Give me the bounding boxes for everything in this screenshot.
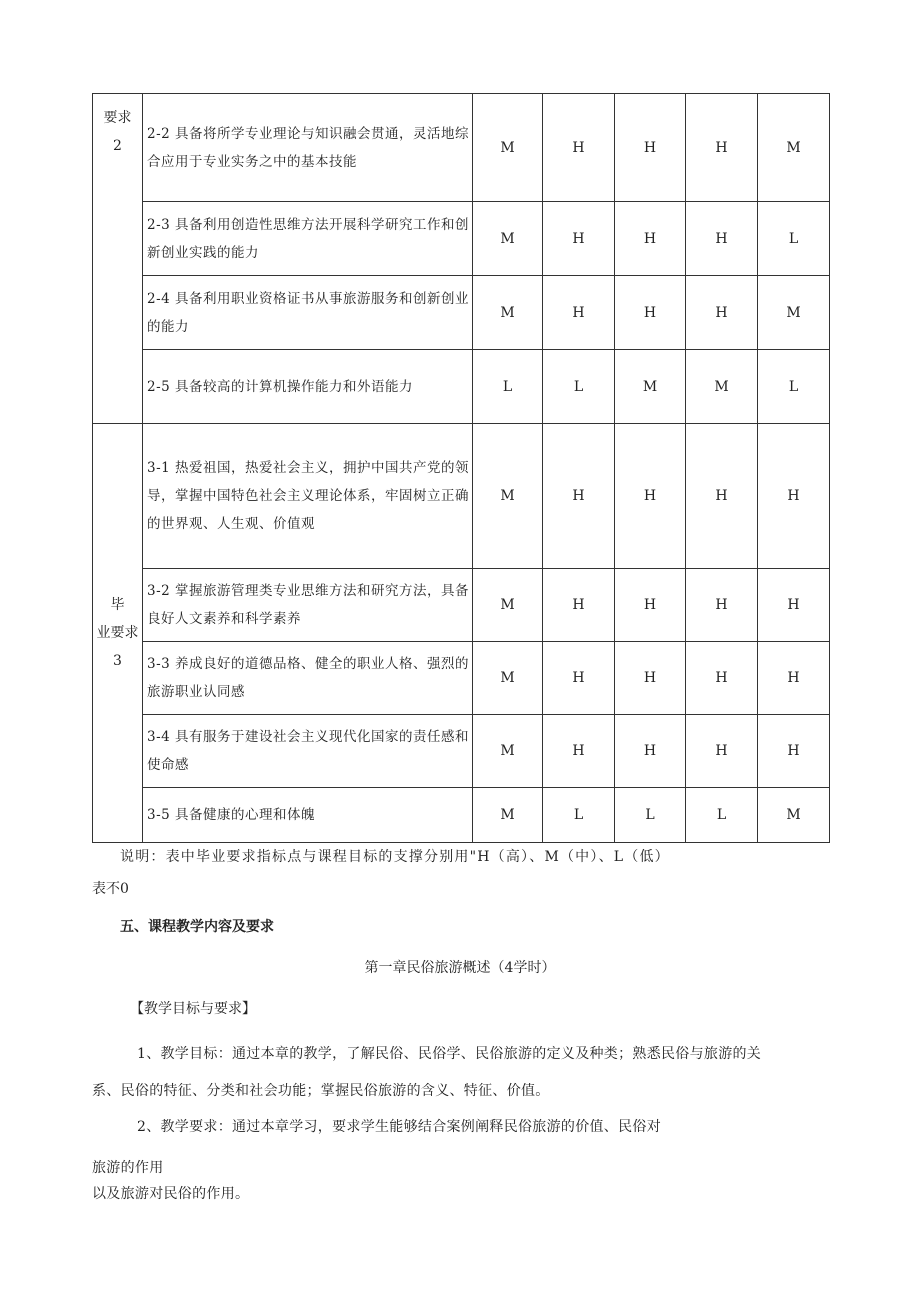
bracket-heading: 【教学目标与要求】 <box>130 1001 256 1017</box>
level-cell: H <box>758 715 830 788</box>
requirement-text: 2-4 具备利用职业资格证书从事旅游服务和创新创业的能力 <box>143 276 473 350</box>
level-cell: M <box>473 569 543 642</box>
level-cell: M <box>473 715 543 788</box>
level-cell: H <box>686 276 758 350</box>
level-cell: H <box>615 642 686 715</box>
table-row <box>93 94 830 202</box>
level-cell: M <box>473 276 543 350</box>
level-cell: M <box>473 202 543 276</box>
requirement-paragraph-line: 以及旅游对民俗的作用。 <box>92 1186 250 1202</box>
table-note: 说明：表中毕业要求指标点与课程目标的支撑分别用"H（高）、M（中）、L（低） <box>120 849 670 865</box>
table-note-continued: 表不0 <box>92 881 129 897</box>
level-cell: M <box>686 350 758 424</box>
table-row <box>93 715 830 788</box>
table-row <box>93 276 830 350</box>
chapter-title: 第一章民俗旅游概述（4学时） <box>364 960 556 976</box>
requirement-paragraph-line: 旅游的作用 <box>92 1160 164 1176</box>
table-row <box>93 350 830 424</box>
level-cell: H <box>686 94 758 202</box>
level-cell: H <box>615 715 686 788</box>
level-cell: L <box>543 350 615 424</box>
level-cell: H <box>686 569 758 642</box>
level-cell: H <box>758 569 830 642</box>
level-cell: L <box>686 788 758 843</box>
requirement-text: 3-2 掌握旅游管理类专业思维方法和研究方法，具备良好人文素养和科学素养 <box>143 569 473 642</box>
requirement-text: 2-2 具备将所学专业理论与知识融会贯通，灵活地综合应用于专业实务之中的基本技能 <box>143 94 473 202</box>
group-label-line: 2 <box>113 138 122 154</box>
group-label-line: 3 <box>113 653 122 669</box>
level-cell: H <box>686 642 758 715</box>
goal-paragraph-line: 系、民俗的特征、分类和社会功能；掌握民俗旅游的含义、特征、价值。 <box>92 1083 550 1099</box>
group-label-3 <box>93 424 143 843</box>
level-cell: H <box>615 202 686 276</box>
level-cell: H <box>543 642 615 715</box>
level-cell: H <box>615 569 686 642</box>
level-cell: H <box>686 715 758 788</box>
requirement-text: 3-1 热爱祖国，热爱社会主义，拥护中国共产党的领导，掌握中国特色社会主义理论体系，牢固树立正确的世界观、人生观、价值观 <box>143 424 473 569</box>
level-cell: H <box>543 94 615 202</box>
level-cell: H <box>543 424 615 569</box>
level-cell: M <box>615 350 686 424</box>
level-cell: H <box>686 424 758 569</box>
level-cell: H <box>543 276 615 350</box>
level-cell: H <box>543 715 615 788</box>
level-cell: L <box>543 788 615 843</box>
group-label-line: 业要求 <box>96 625 139 641</box>
level-cell: L <box>758 350 830 424</box>
level-cell: L <box>758 202 830 276</box>
level-cell: H <box>543 202 615 276</box>
requirement-text: 3-5 具备健康的心理和体魄 <box>143 788 473 843</box>
requirement-text: 3-4 具有服务于建设社会主义现代化国家的责任感和使命感 <box>143 715 473 788</box>
requirement-text: 2-5 具备较高的计算机操作能力和外语能力 <box>143 350 473 424</box>
level-cell: H <box>686 202 758 276</box>
level-cell: M <box>758 94 830 202</box>
group-label-2 <box>93 94 143 424</box>
level-cell: L <box>615 788 686 843</box>
level-cell: H <box>758 642 830 715</box>
level-cell: M <box>473 642 543 715</box>
table-row <box>93 569 830 642</box>
requirement-text: 2-3 具备利用创造性思维方法开展科学研究工作和创新创业实践的能力 <box>143 202 473 276</box>
level-cell: H <box>615 276 686 350</box>
level-cell: M <box>758 788 830 843</box>
level-cell: H <box>758 424 830 569</box>
requirement-paragraph-line: 2、教学要求：通过本章学习，要求学生能够结合案例阐释民俗旅游的价值、民俗对 <box>137 1119 662 1135</box>
group-label-line: 要求 <box>103 110 132 126</box>
group-label-line: 毕 <box>110 597 125 613</box>
table-row <box>93 424 830 569</box>
level-cell: L <box>473 350 543 424</box>
level-cell: M <box>473 424 543 569</box>
table-row <box>93 642 830 715</box>
section-title: 五、课程教学内容及要求 <box>120 919 274 935</box>
level-cell: M <box>473 788 543 843</box>
table-row <box>93 788 830 843</box>
level-cell: M <box>473 94 543 202</box>
support-matrix-table <box>92 93 830 843</box>
level-cell: H <box>543 569 615 642</box>
table-row <box>93 202 830 276</box>
level-cell: H <box>615 94 686 202</box>
requirement-text: 3-3 养成良好的道德品格、健全的职业人格、强烈的旅游职业认同感 <box>143 642 473 715</box>
level-cell: M <box>758 276 830 350</box>
goal-paragraph-line: 1、教学目标：通过本章的教学，了解民俗、民俗学、民俗旅游的定义及种类；熟悉民俗与旅游的关 <box>137 1046 762 1062</box>
level-cell: H <box>615 424 686 569</box>
